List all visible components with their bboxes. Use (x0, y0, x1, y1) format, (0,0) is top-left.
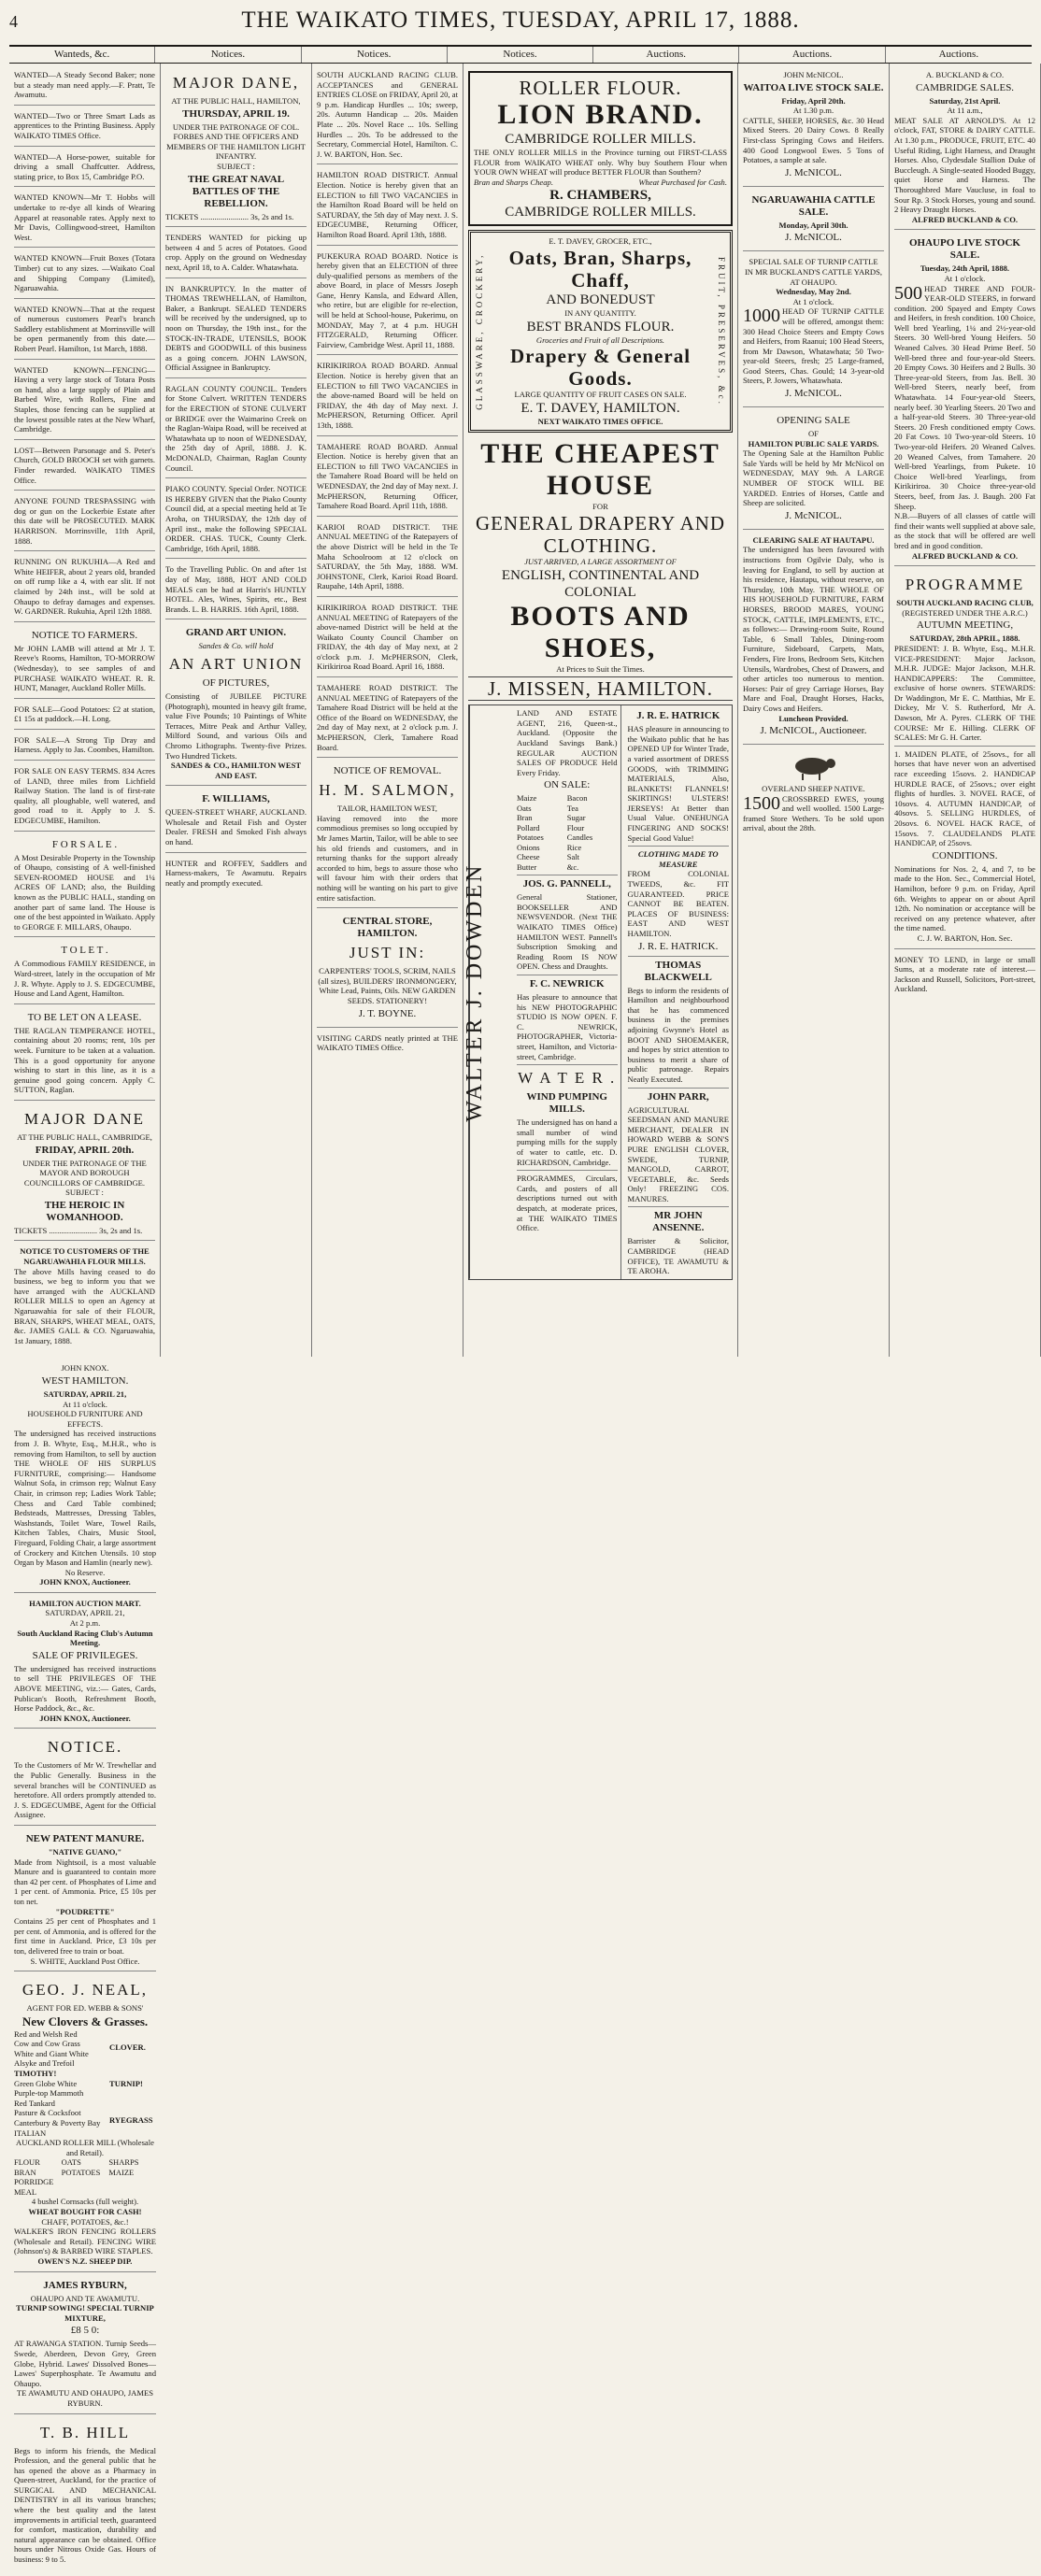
ad-time: At 11 a.m., (947, 106, 983, 116)
ad-body: HAS pleasure in announcing to the Waikato public that he has OPENED UP for Winter Trade, a varied assortment of DRESS GOODS, with TRIMMING MATERIALS, Also, BLANKETS! FLANNELS! SKIRTINGS! ULSTERS! JERSEYS! At Better than Usual Value. ONEHUNGA FINGERING AND SOCKS! Special Good Value! (627, 724, 729, 843)
ad-club: SOUTH AUCKLAND RACING CLUB, (896, 598, 1034, 608)
auctioneer-label: JOHN KNOX. (61, 1363, 109, 1373)
ad-body: HEAD OF TURNIP CATTLE will be offered, amongst them: 300 Head Choice Steers and Empty Cows and Heifers, from Raanui; 100 Head Steers, from Mr Dawson, Whatawhata; 50 Two-year-old Steers, fresh; 25 Large-framed, Good Steers, Chas. Gould; 14 3-year-old Steers, P. Jowers, Whatawhata. (743, 306, 884, 386)
ad-heading: MAJOR DANE, (172, 74, 300, 92)
mills-name: AUCKLAND ROLLER MILL (Wholesale and Retail). (16, 2138, 154, 2157)
ad-subheading: GENERAL DRAPERY AND CLOTHING. (475, 511, 726, 557)
ad-club: South Auckland Racing Club's Autumn Meeting. (17, 1628, 153, 1648)
auction-ad (14, 1596, 156, 1729)
section-header: Notices. (302, 47, 448, 63)
auctioneer-label: A. BUCKLAND & CO. (925, 70, 1005, 79)
head-count: 1500 (743, 792, 780, 814)
ad-heading: CENTRAL STORE, HAMILTON. (342, 916, 433, 940)
ad-sign: JOHN KNOX, Auctioneer. (39, 1577, 131, 1587)
fencing-notice: WALKER'S IRON FENCING ROLLERS (Wholesale and Retail). FENCING WIRE (Johnson's) & BARBED WIRE STAPLES. (14, 2227, 156, 2256)
ad-sign: ALFRED BUCKLAND & CO. (911, 214, 1019, 224)
ad-subject: THE GREAT NAVAL BATTLES OF THE REBELLION. (187, 173, 285, 209)
ad-heading: PROGRAMME (905, 576, 1025, 594)
ad-subheading: Sandes & Co. will hold (198, 641, 274, 651)
ad-body: The undersigned has received instructions from J. B. Whyte, Esq., M.H.R., who is removing from Hamilton, to sell by auction THE WHOLE OF HIS SURPLUS FURNITURE, comprising:— Handsome Walnut Sofa, in crimson rep; Walnut Easy Chair, in crimson rep; Ladies Work Table; Chess and Card Table combined; Bedsteads, Mattresses, Dressing Tables, Washstands, Toilet Ware, Towel Rails, Kitchen Tables, Chairs, Music Stool, Fireguard, Folding Chair, a large assortment of Crockery and Kitchen Utensils. 10 stop Organ by Mason and Hamlin (nearly new). (14, 1429, 157, 1568)
ad-brands: BEST BRANDS FLOUR. (526, 319, 675, 334)
conditions-heading: CONDITIONS. (932, 849, 998, 861)
column-notices-1 (161, 64, 312, 1357)
classified-ad: WANTED—A Horse-power, suitable for driving a small Chaffcutter. Address, stating price, to Box 15, Cambridge P.O. (14, 149, 155, 188)
ad-heading: JOS. G. PANNELL, (522, 878, 611, 890)
money-ad: MONEY TO LEND, in large or small Sums, at a moderate rate of interest.—Jackson and Russell, Solicitors, Port-street, Auckland. (894, 954, 1035, 994)
lease-ad (14, 1007, 155, 1101)
ad-heading: OPENING SALE (777, 415, 850, 427)
ad-heading: THOMAS BLACKWELL (644, 959, 712, 983)
notice-ad: TAMAHERE ROAD DISTRICT. The ANNUAL MEETING of Ratepayers of the Tamahere Road District will be held at the Office of the Board on WEDNESDAY, the 2nd day of May next, at 2 o'clock p.m. J. McPHERSON, Clerk, Tamahere Road Board. (317, 680, 458, 758)
masthead (9, 7, 1032, 47)
ad-heading: T O L E T . (61, 945, 108, 957)
ad-drapery: Drapery & General Goods. (509, 345, 692, 391)
column-display-ads (463, 64, 738, 1357)
ad-date: Wednesday, May 2nd. (776, 287, 851, 297)
section-header: Notices. (155, 47, 301, 63)
dowden-vertical-label: WALTER J. DOWDEN (469, 705, 510, 1279)
ad-body: The undersigned has received instructions to sell THE PRIVILEGES OF THE ABOVE MEETING, viz.:— Gates, Cards, Publican's Booth, Refreshment Booth, Horse Paddock, &c., &c. (14, 1663, 156, 1714)
ad-date: SATURDAY, APRIL 21, (45, 1608, 125, 1618)
ad-time: At 11 o'clock. (63, 1399, 107, 1409)
ad-officials: PRESIDENT: J. B. Whyte, Esq., M.H.R. VICE-PRESIDENT: Major Jackson, M.H.R. JUDGE: Major Jackson, M.H.R. HANDICAPPERS: The Committee, exclusive of horse owners. STEWARDS: Dr Waddington, Mr E. C. Matthias, Mr E. Dickey, Mr V. S. Rutherford, Mr A. Dawson, Mr A. Pyres. CLERK OF THE COURSE: Mr E. Hilling. CLERK OF SCALES: Mr G. H. Carter. (894, 643, 1035, 743)
lion-brand: LION BRAND. (497, 99, 704, 130)
ad-body: THE RAGLAN TEMPERANCE HOTEL, containing about 20 rooms; rent, 10s per week. Furniture to be taken at a valuation. This is a good opportunity for anyone wishing to start in this line, as it is a genuine good going concern. Apply C. SUTTON, Raglan. (14, 1025, 155, 1095)
ad-sign: R. CHAMBERS, (549, 188, 651, 204)
ad-body: Contains 25 per cent of Phosphates and 1 per cent. of Ammonia, and is offered for the first time in Auckland. Price, £3 10s per ton, delivered free to train or boat. (14, 1916, 156, 1956)
ad-heading: Oats, Bran, Sharps, Chaff, (508, 246, 692, 292)
ad-reserve: No Reserve. (64, 1567, 106, 1577)
side-label: GLASSWARE, CROCKERY, (475, 252, 484, 410)
ad-tickets: TICKETS ........................ 3s, 2s and 1s. (165, 211, 294, 221)
ad-footer: Bran and Sharps Cheap. Wheat Purchased for Cash. (474, 177, 727, 187)
seeds-ad: GEO. J. NEAL, AGENT FOR ED. WEBB & SONS' New Clovers & Grasses. Red and Welsh Red Cow and Cow Grass White and Giant White Alsyke and Trefoil TIMOTHY! Green Globe White Purple-top Mammoth Red Tankard Pasture & Cocksfoot Canterbury & Poverty Bay ITALIAN CLOVER. TURNIP! RYEGRASS AUCKLAND ROLLER MILL (Wholesale and Retail). FLOUR OATS SHARPS BRAN POTATOES MAIZE PORRIDGE MEAL 4 bushel Cornsacks (full weight). WHEAT BOUGHT FOR CASH! CHAFF, POTATOES, &c.! WALKER'S IRON FENCING ROLLERS (Wholesale and Retail). FENCING WIRE (Johnson's) & BARBED WIRE STAPLES. OWEN'S N.Z. SHEEP DIP. (14, 1974, 156, 2271)
classified-ad: WANTED KNOWN—That at the request of numerous customers Pearl's branch Saddlery establishment at Morrinsville will be open permanently from this date.—Robert Pearl. Hamilton, 1st March, 1888. (14, 302, 155, 360)
ad-place: IN MR BUCKLAND'S CATTLE YARDS, AT OHAUPO. (744, 266, 883, 287)
ad-date: Tuesday, 24th April, 1888. (920, 263, 1010, 274)
notice-ad: IN BANKRUPTCY. In the matter of THOMAS TREWHELLAN, of Hamilton, Baker, a Bankrupt. SEALED TENDERS will be received by the undersigned, up to noon on Thursday, the 19th inst., for the STOCK-IN-TRADE, UTENSILS, BOOK DEBTS and GOODWILL of this business as a going concern. JOHN LAWSON, Official Assignee in Bankruptcy. (165, 281, 307, 378)
ad-subject-label: SUBJECT : (65, 1188, 104, 1198)
ad-heading: HAMILTON AUCTION MART. (29, 1598, 141, 1608)
notice-ad: KARIOI ROAD DISTRICT. THE ANNUAL MEETING of the Ratepayers of the above District will be held in the Te Maha Schoolroom at 12 o'clock on SATURDAY, the 5th May, 1888. WM. JOHNSTONE, Clerk, Karioi Road Board. Raupahe, 14th April, 1888. (317, 519, 458, 597)
section-header: Auctions. (593, 47, 739, 63)
ad-heading: TO BE LET ON A LEASE. (27, 1011, 142, 1023)
on-sale-heading: ON SALE: (544, 779, 591, 791)
ad-sign: J. McNICOL, Auctioneer. (760, 725, 867, 737)
ad-sign: J. McNICOL. (785, 232, 842, 244)
ad-time: At 2 p.m. (69, 1618, 101, 1629)
notice-ad: RAGLAN COUNTY COUNCIL. Tenders for Stone Culvert. WRITTEN TENDERS for the ERECTION of STONE CULVERT or BRIDGE over the Waimarino Creek on the Raglan-Waipa Road, will be received at Whatawhata up to noon of WEDNESDAY, the 25th day of April, 1888. J. K. McDONALD, Chairman, Raglan County Council. (165, 381, 307, 478)
drapery-ad: THE CHEAPEST HOUSE FOR GENERAL DRAPERY AND CLOTHING. JUST ARRIVED, A LARGE ASSORTMENT OF ENGLISH, CONTINENTAL AND COLONIAL BOOTS AND SHOES, At Prices to Suit the Times. J. MISSEN, HAMILTON. (468, 438, 733, 701)
ad-subheading: TURNIP SOWING! SPECIAL TURNIP MIXTURE, (16, 2303, 154, 2323)
ad-subject-label: SUBJECT : (217, 161, 255, 171)
ad-sign: J. MISSEN, HAMILTON. (468, 676, 733, 701)
ad-body: CATTLE, SHEEP, HORSES, &c. 30 Head Mixed Steers. 20 Dairy Cows. 8 Really First-class Springing Cows and Heifers. 400 Good Longwool Ewes. 5 Tons of Potatoes, a sample at sale. (743, 115, 884, 165)
boots-heading: BOOTS AND SHOES, (510, 600, 691, 663)
fish-dealer-ad (165, 789, 307, 852)
auction-ad (894, 67, 1035, 230)
ad-heading: W A T E R . (518, 1069, 617, 1088)
ad-mills: CAMBRIDGE ROLLER MILLS. (505, 205, 696, 221)
ad-place: AT THE PUBLIC HALL, HAMILTON, (171, 96, 301, 106)
ad-body: CROSSBRED EWES, young and well woolled. 1500 Large-framed Store Wethers. To be sold upon arrival, about the 28th. (743, 793, 884, 833)
conditions-body: Nominations for Nos. 2, 4, and 7, to be made to the Hon. Sec., Commercial Hotel, Hamilton, before 9 p.m. on Friday, April 6th. Weights to appear on or about April 12th. No nomination or acceptance will be received on any pretence whatever, after the time named. (894, 863, 1035, 933)
ad-title: New Clovers & Grasses. (21, 2014, 149, 2028)
ad-title: AN ART UNION (168, 654, 304, 673)
ad-body: Has pleasure to announce that his NEW PHOTOGRAPHIC STUDIO IS NOW OPEN. F. C. NEWRICK, PHOTOGRAPHER, Victoria-street, Hamilton, and Victoria-street, Cambridge. (517, 992, 618, 1061)
ad-body: Barrister & Solicitor, CAMBRIDGE (HEAD OFFICE), TE AWAMUTU & TE AROHA. (627, 1236, 729, 1276)
ad-heading: OVERLAND SHEEP NATIVE. (762, 784, 865, 794)
ad-body: AT RAWANGA STATION. Turnip Seeds—Swede, Aberdeen, Devon Grey, Green Globe, Hybrid. Lawes' Dissolved Bones—Lawes' Superphosphate. Te Awamutu and Ohaupo. (14, 2339, 156, 2388)
column-auctions-1 (738, 64, 890, 1357)
ad-body: CARPENTERS' TOOLS, SCRIM, NAILS (all sizes), BUILDERS' IRONMONGERY, White Lead, Paints, Oils. NEW GARDEN SEEDS. STATIONERY! (318, 966, 457, 1005)
ad-sign: J. McNICOL. (785, 509, 842, 521)
sheep-dip: OWEN'S N.Z. SHEEP DIP. (37, 2256, 133, 2266)
ad-place: OHAUPO AND TE AWAMUTU. (30, 2293, 140, 2303)
notice-ad: To the Travelling Public. On and after 1st day of May, 1888, HOT AND COLD MEALS can be had at Harris's HUNTLY HOTEL. Ales, Wines, Spirits, etc., Best Brands. L. B. HARRIS. 16th April, 1888. (165, 562, 307, 619)
roller-flour-heading: ROLLER FLOUR. (519, 77, 682, 99)
ad-firm: SANDES & CO., HAMILTON WEST AND EAST. (170, 761, 302, 780)
ad-date: FRIDAY, APRIL 20th. (35, 1144, 135, 1156)
ad-header: E. T. DAVEY, GROCER, ETC., (549, 236, 652, 247)
ad-tickets: TICKETS ........................ 3s, 2s and 1s. (14, 1225, 143, 1235)
page-number: 4 (9, 12, 18, 31)
ad-fruit: LARGE QUANTITY OF FRUIT CASES ON SALE. (514, 390, 687, 400)
ad-subheading: AND BONEDUST (546, 292, 655, 307)
classified-ad: FOR SALE ON EASY TERMS. 834 Acres of LAND, three miles from Lichfield Railway Station. The land is of first-rate quality, all ploughable, well watered, and good road to it. Apply to J. S. EDGECUMBE, Hamilton. (14, 763, 155, 832)
ad-subheading: HOUSEHOLD FURNITURE AND EFFECTS. (27, 1409, 143, 1429)
farmers-notice (14, 625, 155, 699)
ad-body: A Most Desirable Property in the Township of Ohaupo, consisting of A well-finished SEVEN-ROOMED HOUSE and 1¼ ACRES OF LAND; also, the Building known as the PUBLIC HALL, standing on another part of same land. The House is one of the best appointed in Waikato. Apply to GEORGE F. MILLARS, Ohaupo. (14, 852, 155, 932)
classified-ad: WANTED KNOWN—Fruit Boxes (Totara Timber) cut to any sizes. —Waikato Coal and Shipping Company (Limited), Ngaruawahia. (14, 250, 155, 298)
column-wanteds (9, 64, 161, 1357)
notice-ad: PUKEKURA ROAD BOARD. Notice is hereby given that an ELECTION of three duly-qualified persons as members of the above Board, in place of Messrs Joseph Gane, Henry Kansla, and Edward Allen, who retire, but are eligible for re-election, will be held at School-house, Pukerimu, on MONDAY, May 7, at 4 p.m. HUGH FITZGERALD, Returning Officer. Fairview, Cambridge West. April 11, 1888. (317, 249, 458, 356)
wheat-notice: WHEAT BOUGHT FOR CASH! (28, 2207, 142, 2216)
classified-ad: FOR SALE—Good Potatoes: £2 at station, £1 15s at paddock.—H. Long. (14, 702, 155, 730)
ad-body: The undersigned has been favoured with instructions from Ogilvie Daly, who is leaving for England, to sell by auction at his residence, Hautapu, without reserve, on Thursday, 10th May. THE WHOLE OF HIS HOUSEHOLD FURNITURE, FARM HORSES, BROOD MARES, YOUNG STOCK, CATTLE, IMPLEMENTS, ETC., as follows:— Drawing-room Suite, Round Table, 6 Small Tables, Dining-room Furniture, Sideboard, Carpets, Mats, Fenders, Fire Irons, Bedroom Sets, Kitchen Utensils, Wardrobes, Chest of Drawers, and other articles too numerous to mention. Horses: Pair of grey Carriage Horses, Bay Mare and Foal, Draught Horses, Hacks, Dairy Cows and Heifers. (743, 545, 884, 713)
notice-ad (14, 1731, 156, 1826)
seedsman-ad (14, 2275, 156, 2414)
ad-heading: T. B. HILL (39, 2423, 131, 2441)
mills-items: FLOUR OATS SHARPS BRAN POTATOES MAIZE PORRIDGE MEAL (14, 2157, 139, 2197)
lecture-ad (165, 67, 307, 227)
notice-ad: KIRIKIRIROA ROAD BOARD. Annual Election. Notice is hereby given that an ELECTION to fill TWO VACANCIES in the above-named Board will be held on FRIDAY, the 4th day of May next. J. McPHERSON, Returning Officer. April 13th, 1888. (317, 358, 458, 435)
dentist-ad (14, 2417, 156, 2569)
ad-sign: TE AWAMUTU AND OHAUPO, JAMES RYBURN. (16, 2388, 154, 2408)
classified-ad: WANTED KNOWN—Mr T. Hobbs will undertake to re-dye all kinds of Wearing Apparel at reasonable rates. Apply next to Mr Davis, Collingwood-street, Hamilton West. (14, 190, 155, 248)
ad-of: OF PICTURES, (202, 676, 270, 689)
ad-body: AGRICULTURAL SEEDSMAN AND MANURE MERCHANT, DEALER IN HOWARD WEBB & SON'S PURE ENGLISH CLOVER, SWEDE, TURNIP, MANGOLD, CARROT, VEGETABLE, &c. Seeds Only! FREEZING COS. MANURES. (627, 1104, 729, 1203)
ad-date: Friday, April 20th. (781, 95, 846, 106)
ad-body: THE ONLY ROLLER MILLS in the Province turning out FIRST-CLASS FLOUR from WAIKATO WHEAT only. Why buy Southern Flour when YOUR OWN WHEAT will produce BETTER FLOUR than Southern? (474, 148, 727, 178)
column-auctions-3 (9, 1357, 161, 2575)
ad-date: SATURDAY, 28th APRIL, 1888. (909, 633, 1020, 644)
manure-ad (14, 1829, 156, 1971)
ad-body: The above Mills having ceased to do business, we beg to inform you that we have arranged with the AUCKLAND ROLLER MILLS to open an Agency at Ngaruawahia for sale of their FLOUR, BRAN, SHARPS, WHEAT MEAL, OATS, &c. JAMES GALL & CO. Ngaruawahia, 1st January, 1888. (14, 1266, 155, 1345)
visiting-cards-ad: VISITING CARDS neatly printed at THE WAIKATO TIMES Office. (317, 1032, 458, 1053)
auction-ad (743, 747, 884, 838)
saddlers-ad: HUNTER and ROFFEY, Saddlers and Harness-makers, Te Awamutu. Repairs neatly and promptly executed. (165, 858, 307, 888)
ad-body: Begs to inform his friends, the Medical Profession, and the general public that he has opened the above as a Pharmacy in Queen-street, Auckland, for the practice of SURGICAL AND MECHANICAL DENTISTRY in all its various branches; where the best quality and the latest improvements in artificial teeth, guaranteed for comfort, mastication, durability and natural appearance can be obtained. Office hours under Nitrous Oxide Gas. Hours of business: 9 to 5. (14, 2445, 156, 2565)
ad-product: "NATIVE GUANO," (48, 1846, 122, 1857)
ad-sign: ALFRED BUCKLAND & CO. (911, 550, 1019, 561)
ad-trade: TAILOR, HAMILTON WEST, (337, 804, 437, 814)
art-union-ad (165, 622, 307, 786)
ad-time: At 1 o'clock. (792, 296, 834, 306)
ad-heading: NEW PATENT MANURE. (25, 1832, 145, 1844)
printing-ad: PROGRAMMES, Circulars, Cards, and posters of all descriptions turned out with despatch, at moderate prices, at THE WAIKATO TIMES Office. (517, 1174, 618, 1233)
ad-price: £8 5 0: (70, 2325, 100, 2337)
ad-sign: E. T. DAVEY, HAMILTON. (520, 400, 680, 416)
ad-subheading: WIND PUMPING MILLS. (526, 1091, 607, 1116)
ad-body: HEAD THREE AND FOUR-YEAR-OLD STEERS, in forward condition. 200 Spayed and Empty Cows and Heifers, in fresh condition. 100 Choice, Well bred Yearling, 1¼ and 2½-year-old Steers. 30 Well-bred Young Heifers. 50 Weaned Calves. 30 Head Prime Beef. 50 Well-bred three and four-year-old Steers. 20 Empty Cows. 30 Heifers and 2 Bulls. 30 Three-year-old Steers, from Jas. Bell. 30 Well-bred Steers, nearly beef, from Whatawhata. 14 Four-year-old Steers, nearly beef. 30 Yearling Steers. 20 Two and a half-year-old Steers. 30 Three-year-old Steers. 20 Fresh conditioned empty Cows. 20 Fat Cows. 10 Two-year-old Steers. 10 Two-year-old Heifers. 20 Weaned Calves. 20 Weaned Calves, from Tamahere. 20 Well-bred Yearlings, from Pukete. 10 Choice Well-bred Yearlings, from Kirikiriroa. 30 Choice three-year-old Steers, beef, from Jas. J. Baugh. 200 Fat Sheep. (894, 283, 1035, 511)
ad-sign: S. WHITE, Auckland Post Office. (30, 1956, 140, 1966)
ad-heading: NOTICE. (47, 1738, 123, 1757)
ad-groceries: Groceries and Fruit of all Descriptions. (535, 334, 665, 345)
ad-heading: THE CHEAPEST HOUSE (480, 438, 720, 502)
to-let-ad (14, 940, 155, 1003)
section-headers (9, 47, 1032, 64)
ad-body: The undersigned has on hand a small number of wind pumping mills for the supply of water to cattle, etc. D. RICHARDSON, Cambridge. (517, 1117, 618, 1167)
ad-heading: GEO. J. NEAL, (21, 1981, 149, 2000)
ad-product: "POUDRETTE" (55, 1906, 115, 1916)
ad-heading: NOTICE TO CUSTOMERS OF THE NGARUAWAHIA FLOUR MILLS. (20, 1246, 150, 1267)
ad-sign: J. McNICOL. (785, 388, 842, 400)
ad-date: Monday, April 30th. (778, 220, 848, 230)
ad-races: 1. MAIDEN PLATE, of 25sovs., for all horses that have never won an advertised race exceeding 15sovs. 2. HANDICAP HURDLE RACE, of 25sovs.; over eight flights of hurdles. 3. NOVEL RACE, of 10sovs. 4. AUTUMN HANDICAP, of 40sovs. 5. SELLING HURDLES, of 20sovs. 6. NOVEL HACK RACE, of 15sovs. 7. CLAUDELANDS PLATE HANDICAP, of 25sovs. (894, 748, 1035, 848)
notice-ad: KIRIKIRIROA ROAD DISTRICT. THE ANNUAL MEETING of Ratepayers of the above-named District will be held at the Waikato County Council Chamber on FRIDAY, the 4th day of May next, at 2 o'clock p.m. J. McPHERSON, Clerk, Kirikiriroa Road Board. April 16, 1888. (317, 600, 458, 677)
ad-heading: CLOTHING MADE TO MEASURE (637, 849, 719, 869)
side-label: FRUIT, PRESERVES, &c. (717, 256, 726, 406)
section-header: Auctions. (938, 49, 979, 60)
classified-ad: WANTED—Two or Three Smart Lads as apprentices to the Printing Business. Apply WAIKATO TIMES Office. (14, 108, 155, 147)
ad-heading: MAJOR DANE (23, 1109, 146, 1128)
ad-date: Saturday, 21st April. (929, 95, 1001, 106)
ad-sign: J. T. BOYNE. (358, 1007, 417, 1019)
auction-ad (894, 233, 1035, 566)
auction-ad (743, 533, 884, 745)
grocer-ad (468, 230, 733, 433)
ad-heading: NGARUAWAHIA CATTLE SALE. (751, 193, 876, 218)
section-header: Wanteds, &c. (9, 47, 155, 63)
ad-agent: AGENT FOR ED. WEBB & SONS' (26, 2003, 144, 2014)
column-notices-2 (312, 64, 463, 1357)
ad-footer: NEXT WAIKATO TIMES OFFICE. (537, 416, 663, 426)
classified-ad: WANTED—A Steady Second Baker; none but a steady man need apply.—F. Pratt, Te Awamutu. (14, 67, 155, 106)
ad-heading: CAMBRIDGE SALES. (915, 81, 1015, 93)
ad-patronage: UNDER THE PATRONAGE OF THE MAYOR AND BOROUGH COUNCILLORS OF CAMBRIDGE. (22, 1158, 147, 1188)
auction-ad (743, 190, 884, 252)
ad-heading: NOTICE OF REMOVAL. (333, 765, 442, 777)
mills-notice (14, 1244, 155, 1350)
ad-heading: F O R S A L E . (51, 838, 118, 850)
ad-heading: JOHN PARR, (647, 1090, 709, 1103)
classified-ad: FOR SALE—A Strong Tip Dray and Harness. Apply to Jas. Coombes, Hamilton. (14, 733, 155, 761)
page-title: THE WAIKATO TIMES, TUESDAY, APRIL 17, 1888. (241, 7, 800, 33)
ad-date: THURSDAY, APRIL 19. (182, 107, 290, 120)
notice-ad: HAMILTON ROAD DISTRICT. Annual Election. Notice is hereby given that an ELECTION to fill TWO VACANCIES in the Hamilton Road Board will be held on SATURDAY, the 5th day of May next. J. S. EDGECUMBE, Returning Officer, Hamilton Road Board. April 13th, 1888. (317, 167, 458, 245)
notice-ad: TAMAHERE ROAD BOARD. Annual Election. Notice is hereby given that an ELECTION to fill TWO VACANCIES in the Tamahere Road Board will be held on WEDNESDAY, the 2nd day of May next. J. McPHERSON, Returning Officer, Tamahere Road Board. April 11th, 1888. (317, 439, 458, 517)
ad-body: FROM COLONIAL TWEEDS, &c. FIT GUARANTEED. PRICE CANNOT BE BEATEN. PLACES OF BUSINESS: EAST AND WEST HAMILTON. (627, 869, 729, 938)
ad-body: MEAT SALE AT ARNOLD'S. At 12 o'clock, FAT, STORE & DAIRY CATTLE. At 1.30 p.m., PRODUCE, FRUIT, ETC. 40 Useful Riding, Light Harness, and Draught Horses. Also, Clydesdale Stallion Duke of Buccleugh. A Single-seated Hooded Buggy, quiet Horse and Harness. The Thoroughbred Mare Vaucluse, in foal to Sour Rp. 3 Stock Horses, young and sound. 2 Heavy Draught Horses. (894, 115, 1035, 215)
ad-heading: OHAUPO LIVE STOCK SALE. (909, 237, 1020, 262)
classified-ad: RUNNING ON RUKUHIA—A Red and White HEIFER, about 2 years old, branded on off rump like a 4, with ear slit. If not claimed by 24th inst., will be sold at Ohaupo to defray damages and expenses. W. GARDNER. Rukuhia, April 12th 1888. (14, 554, 155, 622)
ad-note: N.B.—Buyers of all classes of cattle will find their wants well supplied at above sale, as the stock that will be offered are well bred and in good condition. (894, 511, 1035, 550)
section-header: Auctions. (739, 47, 885, 63)
auction-ad (14, 1360, 156, 1592)
cambridge-mills: CAMBRIDGE ROLLER MILLS. (505, 132, 696, 147)
ad-meeting: AUTUMN MEETING, (916, 619, 1014, 632)
on-sale-list: Maize Bacon Oats Tea Bran Sugar Pollard Flour Potatoes Candles Onions Rice Cheese Salt Butter &c. (517, 793, 593, 872)
ad-sign: JOHN KNOX, Auctioneer. (39, 1713, 131, 1723)
ad-heading: GRAND ART UNION. (185, 627, 287, 639)
head-count: 1000 (743, 306, 780, 327)
section-header: Notices. (448, 47, 593, 63)
ad-body: A Commodious FAMILY RESIDENCE, in Ward-street, lately in the occupation of Mr J. R. Whyte. Apply to J. S. EDGECUMBE, House and Land Agent, Hamilton. (14, 959, 155, 999)
ad-heading: J. R. E. HATRICK (636, 710, 720, 722)
ad-heading: F. WILLIAMS, (202, 793, 270, 805)
roller-flour-ad (468, 71, 733, 226)
ad-heading: JAMES RYBURN, (43, 2279, 127, 2291)
store-ad (317, 911, 458, 1027)
ad-body: General Stationer, BOOKSELLER AND NEWSVENDOR. (Next THE WAIKATO TIMES Office) HAMILTON WEST. Pannell's Subscription Smoking and Reading Room IS NOW OPEN. Chess and Draughts. (517, 892, 618, 972)
auctioneer-label: JOHN McNICOL. (783, 70, 844, 79)
ad-date: SATURDAY, APRIL 21, (43, 1389, 127, 1399)
ad-body: Made from Nightsoil, is a most valuable Manure and is guaranteed to contain more than 42 per cent. of Phosphates of Lime and 1 per cent. of Ammonia. Price, £5 10s per ton net. (14, 1857, 156, 1906)
ad-heading: WEST HAMILTON. (41, 1375, 129, 1387)
ad-body: Consisting of JUBILEE PICTURE (Photograph), mounted in heavy gilt frame, value Five Pounds; 10 Paintings of White Terraces, Mitre Peak and Arthur Valley, Milford Sound, and various Oils and Chromo Lithographs. Twenty-five Prizes. Two Hundred Tickets. (165, 690, 307, 761)
ad-body: Having removed into the more commodious premises so long occupied by Mr James Martin, Tailor, will be able to see his old friends and customers, and in returning thanks for the support already accorded to him, begs to assure those who will favour him with their orders that nothing will be wanting on his part to give entire satisfaction. (317, 813, 458, 903)
ad-heading: WAITOA LIVE STOCK SALE. (743, 81, 884, 93)
ad-patronage: UNDER THE PATRONAGE OF COL. FORBES AND THE OFFICERS AND MEMBERS OF THE HAMILTON LIGHT INFANTRY. (166, 121, 306, 162)
classified-ad: WANTED KNOWN—FENCING—Having a very large stock of Totara Posts on hand, also a large supply of Plain and Barbed Wire, with Rollers, Fine and Staples, those fencing can be supplied at the lowest possible rates at the New Wharf, Cambridge. (14, 363, 155, 440)
head-count: 500 (894, 282, 922, 304)
auction-ad: OPENING SALE OF HAMILTON PUBLIC SALE YARDS. The Opening Sale at the Hamilton Public Sale Yards will be held by Mr McNicol on WEDNESDAY, MAY 9th. A LARGE NUMBER OF STOCK WILL BE YARDED. Entries of Horses, Cattle and Sheep are solicited. J. McNICOL. (743, 410, 884, 530)
ad-heading: CLEARING SALE AT HAUTAPU. (752, 534, 875, 545)
ad-body: QUEEN-STREET WHARF, AUCKLAND. Wholesale and Retail Fish and Oyster Dealer. FRESH and Smoked Fish always on hand. (165, 807, 307, 847)
ad-time: At 1.30 p.m. (792, 106, 834, 116)
ad-qty: IN ANY QUANTITY. (564, 307, 636, 318)
ad-body: The Opening Sale at the Hamilton Public Sale Yards will be held by Mr McNicol on WEDNESDAY, MAY 9th. A LARGE NUMBER OF STOCK WILL BE YARDED. Entries of Horses, Cattle and Sheep are solicited. (743, 448, 884, 508)
sheep-icon (786, 753, 842, 781)
for-sale-ad (14, 834, 155, 938)
lecture-ad (14, 1103, 155, 1242)
ad-subheading: JUST IN: (349, 944, 426, 962)
notice-ad: TENDERS WANTED for picking up between 4 and 5 acres of Potatoes. Good crop. Apply on the ground on Wednesday next, April 18, to A. Calder. Whatawhata. (165, 230, 307, 278)
ad-sign: J. McNICOL. (785, 166, 842, 178)
ad-heading: NOTICE TO FARMERS. (31, 629, 138, 641)
classified-ad: ANYONE FOUND TRESPASSING with dog or gun on the Lockerbie Estate after this date will be PROSECUTED. MARK HARRISON. Morrinsville, 11th April, 1888. (14, 493, 155, 551)
race-programme: PROGRAMME SOUTH AUCKLAND RACING CLUB, (REGISTERED UNDER THE A.R.C.) AUTUMN MEETING, SATURDAY, 28th APRIL, 1888. PRESIDENT: J. B. Whyte, Esq., M.H.R. VICE-PRESIDENT: Major Jackson, M.H.R. JUDGE: Major Jackson, M.H.R. HANDICAPPERS: The Committee, exclusive of horse owners. STEWARDS: Dr Waddington, Mr E. C. Matthias, Mr E. Dickey, Mr V. S. Rutherford, Mr A. Dawson, Mr A. Pyres. CLERK OF THE COURSE: Mr E. Hilling. CLERK OF SCALES: Mr G. H. Carter. 1. MAIDEN PLATE, of 25sovs., for all horses that have never won an advertised race exceeding 15sovs. 2. HANDICAP HURDLE RACE, of 25sovs.; over eight flights of hurdles. 3. NOVEL RACE, of 10sovs. 4. AUTUMN HANDICAP, of 40sovs. 5. SELLING HURDLES, of 20sovs. 6. NOVEL HACK RACE, of 15sovs. 7. CLAUDELANDS PLATE HANDICAP, of 25sovs. CONDITIONS. Nominations for Nos. 2, 4, and 7, to be made to the Hon. Sec., Commercial Hotel, Hamilton, before 9 p.m. on Friday, April 6th. Weights to appear on or about April 12th. No nomination or acceptance will be received on any pretence whatever, after the time named. C. J. W. BARTON, Hon. Sec. (894, 569, 1035, 948)
ad-heading: SPECIAL SALE OF TURNIP CATTLE (749, 257, 878, 267)
ad-subheading: HAMILTON PUBLIC SALE YARDS. (748, 438, 879, 448)
ad-luncheon: Luncheon Provided. (778, 713, 848, 723)
ad-body: Begs to inform the residents of Hamilton and neighbourhood that he has commenced business in the premises adjoining Gwynne's Hotel as BOOT AND SHOEMAKER, and hopes by strict attention to business to merit a share of public patronage. Repairs Neatly Executed. (627, 985, 729, 1084)
auction-ad (743, 67, 884, 187)
notice-ad: PIAKO COUNTY. Special Order. NOTICE IS HEREBY GIVEN that the Piako County Council did, at a special meeting held at Te Aroha, on THURSDAY, the 12th day of April inst., make the following SPECIAL ORDER. CHAS. TUCK, County Clerk. Cambridge, 16th April, 1888. (165, 481, 307, 559)
auction-ad (743, 254, 884, 407)
ad-heading: MR JOHN ANSENNE. (652, 1210, 705, 1234)
ad-body: Mr JOHN LAMB will attend at Mr J. T. Reeve's Rooms, Hamilton, TO-MORROW (Wednesday), to see samples of and PURCHASE WAIKATO WHEAT. R. R. HUNT, Manager, Auckland Roller Mills. (14, 643, 155, 693)
ad-body: LAND AND ESTATE AGENT, 216, Queen-st., Auckland. (Opposite the Auckland Savings Bank.) REGULAR AUCTION SALES OF PRODUCE Held Every Friday. (517, 708, 618, 777)
ad-subheading: SALE OF PRIVILEGES. (32, 1649, 138, 1661)
columns (9, 64, 1035, 2565)
column-auctions-2 (890, 64, 1041, 1357)
ad-time: At 1 o'clock. (944, 273, 986, 283)
ad-sign: J. R. E. HATRICK. (638, 940, 719, 952)
notice-ad: SOUTH AUCKLAND RACING CLUB. ACCEPTANCES and GENERAL ENTRIES CLOSE on FRIDAY, April 20, at 9 p.m. Handicap Hurdles ... 10s; sweep, 20s. Autumn Handicap ... 20s. Maiden Plate ... 20s. Novel Race ... 10s. Selling Hurdles ... 20s. To be addressed to the Secretary, Commercial Hotel, Hamilton. C. J. W. BARTON, Hon. Sec. (317, 67, 458, 164)
ad-name: H. M. SALMON, (319, 781, 456, 800)
seed-list: Red and Welsh Red Cow and Cow Grass White and Giant White Alsyke and Trefoil TIMOTHY! Green Globe White Purple-top Mammoth Red Tankard Pasture & Cocksfoot Canterbury & Poverty Bay ITALIAN CLOVER. TURNIP! RYEGRASS (14, 2028, 153, 2138)
tailor-ad (317, 761, 458, 908)
ad-sign: C. J. W. BARTON, Hon. Sec. (917, 932, 1013, 943)
lower-ads-grid (463, 704, 733, 1280)
ad-subject: THE HEROIC IN WOMANHOOD. (44, 1199, 125, 1223)
classified-ad: LOST—Between Parsonage and S. Peter's Church, GOLD BROOCH set with garnets. Finder rewarded. WAIKATO TIMES Office. (14, 443, 155, 491)
ad-place: AT THE PUBLIC HALL, CAMBRIDGE, (17, 1131, 152, 1142)
ad-body: To the Customers of Mr W. Trewhellar and the Public Generally. Business in the several branches will be CONTINUED as heretofore. All orders promptly attended to. J. S. EDGECUMBE, Agent for the Official Assignee. (14, 1760, 156, 1820)
ad-heading: F. C. NEWRICK (529, 978, 605, 990)
